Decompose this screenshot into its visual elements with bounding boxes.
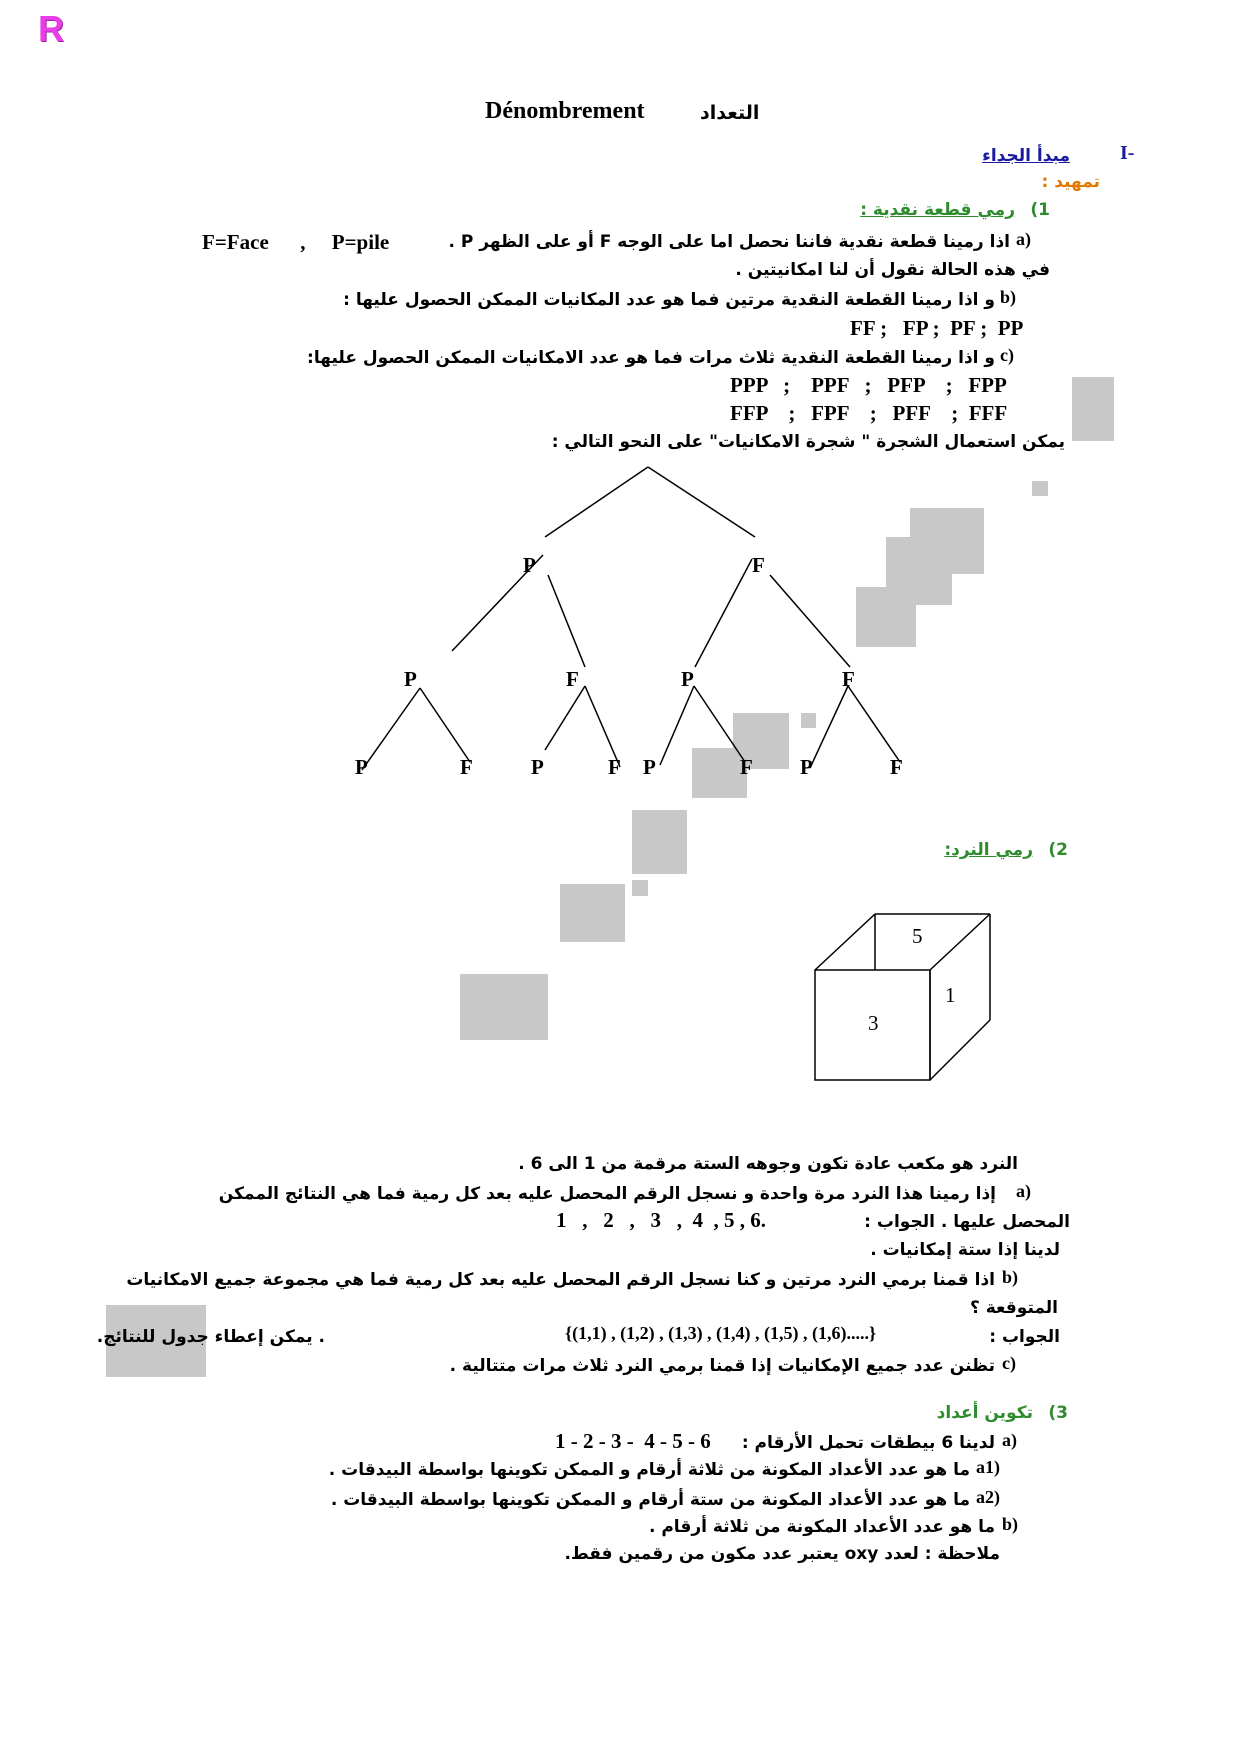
dice-b-text: اذا قمنا برمي النرد مرتين و كنا نسجل الرقم المحصل عليه بعد كل رمية فما هي مجموعة جميع الامكانيات bbox=[126, 1270, 995, 1290]
tree-node-l2-2: P bbox=[681, 667, 694, 691]
tree-node-l3-2: P bbox=[531, 755, 544, 779]
num-a2-label: a2) bbox=[976, 1487, 1000, 1507]
tree-node-l2-0: P bbox=[404, 667, 417, 691]
tree-node-l3-4: P bbox=[643, 755, 656, 779]
section-number: I- bbox=[1120, 142, 1135, 164]
a-line2: في هذه الحالة نقول أن لنا امكانيتين . bbox=[735, 260, 1050, 280]
a-label: a) bbox=[1016, 229, 1031, 249]
a-latin: F=Face , P=pile bbox=[202, 230, 390, 254]
dice-b-line2: المتوقعة ؟ bbox=[969, 1298, 1058, 1318]
die-face-front: 3 bbox=[868, 1011, 879, 1035]
dice-a-label: a) bbox=[1016, 1181, 1031, 1201]
b-label: b) bbox=[1000, 287, 1017, 307]
dice-a-line3: لدينا إذا ستة إمكانيات . bbox=[870, 1240, 1060, 1260]
intro-label: تمهيد : bbox=[1041, 172, 1100, 192]
tree-node-l1-1: F bbox=[752, 553, 765, 577]
dice-b-label: b) bbox=[1002, 1267, 1019, 1287]
tree-node-l3-7: F bbox=[890, 755, 903, 779]
tree-node-l3-5: F bbox=[740, 755, 753, 779]
dice-b-answer-set: {(1,1) , (1,2) , (1,3) , (1,4) , (1,5) , (1,6).....} bbox=[565, 1323, 877, 1343]
dice-a-text: إذا رمينا هذا النرد مرة واحدة و نسجل الرقم المحصل عليه بعد كل رمية فما هي النتائج الممكن bbox=[218, 1184, 996, 1204]
tree-node-l2-3: F bbox=[842, 667, 855, 691]
num-a-digits: 1 - 2 - 3 - 4 - 5 - 6 bbox=[555, 1429, 711, 1453]
tree-intro: يمكن استعمال الشجرة " شجرة الامكانيات" على النحو التالي : bbox=[551, 432, 1065, 452]
tree-node-l3-3: F bbox=[608, 755, 621, 779]
tree-node-l3-1: F bbox=[460, 755, 473, 779]
num-a2-text: ما هو عدد الأعداد المكونة من ستة أرقام و الممكن تكوينها بواسطة البيدقات . bbox=[330, 1490, 970, 1510]
c-label: c) bbox=[1000, 345, 1014, 365]
tree-node-l3-6: P bbox=[800, 755, 813, 779]
die-face-top: 5 bbox=[912, 924, 923, 948]
b-text: و اذا رمينا القطعة النقدية مرتين فما هو عدد المكانيات الممكن الحصول عليها : bbox=[343, 290, 995, 310]
num-a-label: a) bbox=[1002, 1430, 1017, 1450]
sub3-heading: تكوين أعداد bbox=[936, 1403, 1033, 1423]
dice-b-answer-tail: . يمكن إعطاء جدول للنتائج. bbox=[96, 1327, 325, 1347]
num-b-label: b) bbox=[1002, 1514, 1019, 1534]
c-result-2: FFP ; FPF ; PFF ; FFF bbox=[730, 401, 1008, 425]
sub3-number: 3) bbox=[1048, 1403, 1068, 1423]
num-a1-label: a1) bbox=[976, 1457, 1000, 1477]
dice-a-values: 1 , 2 , 3 , 4 , 5 , 6. bbox=[556, 1208, 766, 1232]
num-b-text: ما هو عدد الأعداد المكونة من ثلاثة أرقام . bbox=[648, 1517, 995, 1537]
num-note: ملاحظة : لعدد oxy يعتبر عدد مكون من رقمين فقط. bbox=[564, 1544, 1000, 1564]
b-result: FF ; FP ; PF ; PP bbox=[850, 316, 1024, 340]
tree-node-l2-1: F bbox=[566, 667, 579, 691]
tree-node-l3-0: P bbox=[355, 755, 368, 779]
num-a1-text: ما هو عدد الأعداد المكونة من ثلاثة أرقام و الممكن تكوينها بواسطة البيدقات . bbox=[328, 1460, 970, 1480]
sub1-number: 1) bbox=[1030, 200, 1050, 220]
section-heading: مبدأ الجداء bbox=[982, 146, 1070, 166]
die-face-side: 1 bbox=[945, 983, 956, 1007]
title-french: Dénombrement bbox=[485, 98, 645, 124]
dice-a-line2: المحصل عليها . الجواب : bbox=[864, 1212, 1070, 1232]
dice-b-answer-label: الجواب : bbox=[989, 1327, 1060, 1347]
sub2-number: 2) bbox=[1048, 840, 1068, 860]
c-text: و اذا رمينا القطعة النقدية ثلاث مرات فما هو عدد الامكانيات الممكن الحصول عليها: bbox=[307, 348, 995, 368]
dice-c-text: تظنن عدد جميع الإمكانيات إذا قمنا برمي النرد ثلاث مرات متتالية . bbox=[449, 1356, 995, 1376]
title-arabic: التعداد bbox=[700, 102, 760, 124]
a-text: اذا رمينا قطعة نقدية فاننا نحصل اما على الوجه F أو على الظهر P . bbox=[448, 232, 1010, 252]
dice-c-label: c) bbox=[1002, 1353, 1016, 1373]
die-cube bbox=[815, 914, 990, 1080]
sub2-heading: رمي النرد: bbox=[944, 840, 1033, 860]
c-result-1: PPP ; PPF ; PFP ; FPP bbox=[730, 373, 1007, 397]
num-a-text: لدينا 6 بيطقات تحمل الأرقام : bbox=[741, 1433, 995, 1453]
dice-line1: النرد هو مكعب عادة تكون وجوهه الستة مرقمة من 1 الى 6 . bbox=[518, 1154, 1018, 1174]
logo: R bbox=[38, 8, 64, 49]
tree-node-l1-0: P bbox=[523, 553, 536, 577]
sub1-heading: رمي قطعة نقدية : bbox=[860, 200, 1015, 220]
